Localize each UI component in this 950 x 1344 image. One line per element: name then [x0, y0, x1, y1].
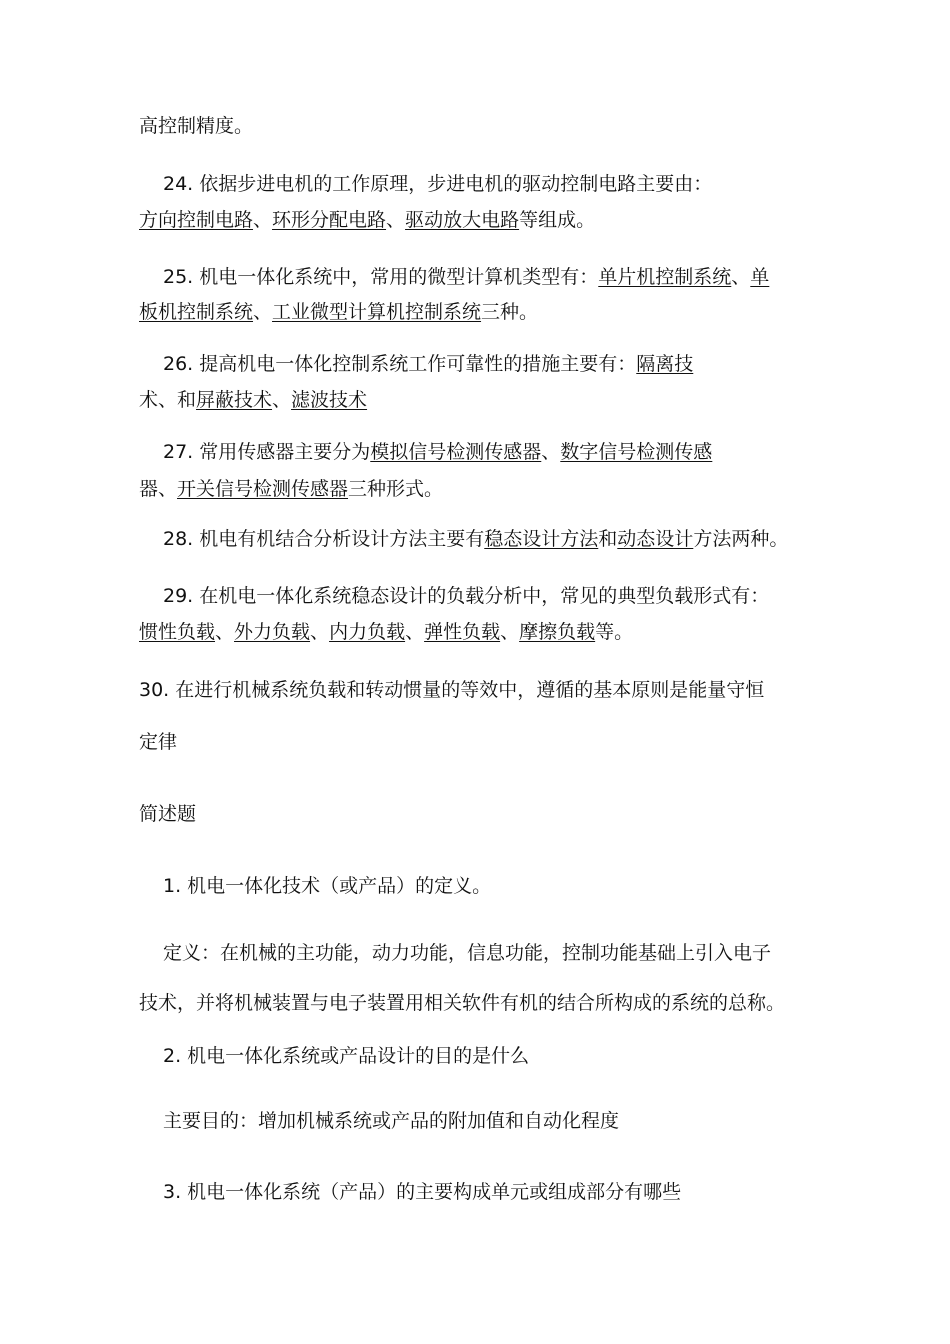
item-30-line-2: 定律 [139, 731, 178, 753]
item-27-line-2: 器、开关信号检测传感器三种形式。 [139, 478, 444, 500]
answer-blank: 摩擦负载 [519, 621, 596, 643]
answer-blank: 模拟信号检测传感器 [370, 441, 542, 463]
answer-blank: 环形分配电路 [272, 209, 387, 231]
text-line-0: 高控制精度。 [139, 115, 254, 137]
answer-blank: 单片机控制系统 [598, 266, 732, 288]
answer-2: 主要目的：增加机械系统或产品的附加值和自动化程度 [163, 1110, 620, 1132]
question-2: 2. 机电一体化系统或产品设计的目的是什么 [163, 1045, 530, 1067]
answer-blank: 滤波技术 [291, 389, 368, 411]
item-27-line-1: 27. 常用传感器主要分为模拟信号检测传感器、数字信号检测传感 [163, 441, 713, 463]
answer-blank: 弹性负载 [424, 621, 501, 643]
answer-blank: 单 [750, 266, 770, 288]
answer-blank: 隔离技 [636, 353, 694, 375]
item-24-line-2: 方向控制电路、环形分配电路、驱动放大电路等组成。 [139, 209, 596, 231]
question-3: 3. 机电一体化系统（产品）的主要构成单元或组成部分有哪些 [163, 1181, 682, 1203]
answer-blank: 工业微型计算机控制系统 [272, 301, 482, 323]
answer-blank: 外力负载 [234, 621, 311, 643]
answer-blank: 惯性负载 [139, 621, 216, 643]
item-24-line-1: 24. 依据步进电机的工作原理，步进电机的驱动控制电路主要由： [163, 173, 713, 195]
answer-blank: 动态设计 [617, 528, 694, 550]
item-30-line-1: 30. 在进行机械系统负载和转动惯量的等效中，遵循的基本原则是能量守恒 [139, 679, 765, 701]
answer-blank: 开关信号检测传感器 [177, 478, 349, 500]
answer-blank: 方向控制电路 [139, 209, 254, 231]
answer-blank: 数字信号检测传感 [560, 441, 713, 463]
item-29-line-2: 惯性负载、外力负载、内力负载、弹性负载、摩擦负载等。 [139, 621, 634, 643]
answer-blank: 屏蔽技术 [196, 389, 273, 411]
answer-blank: 驱动放大电路 [405, 209, 520, 231]
answer-blank: 内力负载 [329, 621, 406, 643]
question-1: 1. 机电一体化技术（或产品）的定义。 [163, 875, 492, 897]
answer-1-line-2: 技术，并将机械装置与电子装置用相关软件有机的结合所构成的系统的总称。 [139, 992, 786, 1014]
item-29-line-1: 29. 在机电一体化系统稳态设计的负载分析中，常见的典型负载形式有： [163, 585, 770, 607]
item-26-line-2: 术、和屏蔽技术、滤波技术 [139, 389, 368, 411]
answer-blank: 板机控制系统 [139, 301, 254, 323]
section-heading: 简述题 [139, 803, 197, 825]
item-25-line-2: 板机控制系统、工业微型计算机控制系统三种。 [139, 301, 539, 323]
item-25-line-1: 25. 机电一体化系统中，常用的微型计算机类型有：单片机控制系统、单 [163, 266, 770, 288]
answer-blank: 稳态设计方法 [484, 528, 599, 550]
item-26-line-1: 26. 提高机电一体化控制系统工作可靠性的措施主要有：隔离技 [163, 353, 694, 375]
answer-1-line-1: 定义：在机械的主功能，动力功能，信息功能，控制功能基础上引入电子 [163, 942, 772, 964]
item-28-line-1: 28. 机电有机结合分析设计方法主要有稳态设计方法和动态设计方法两种。 [163, 528, 789, 550]
